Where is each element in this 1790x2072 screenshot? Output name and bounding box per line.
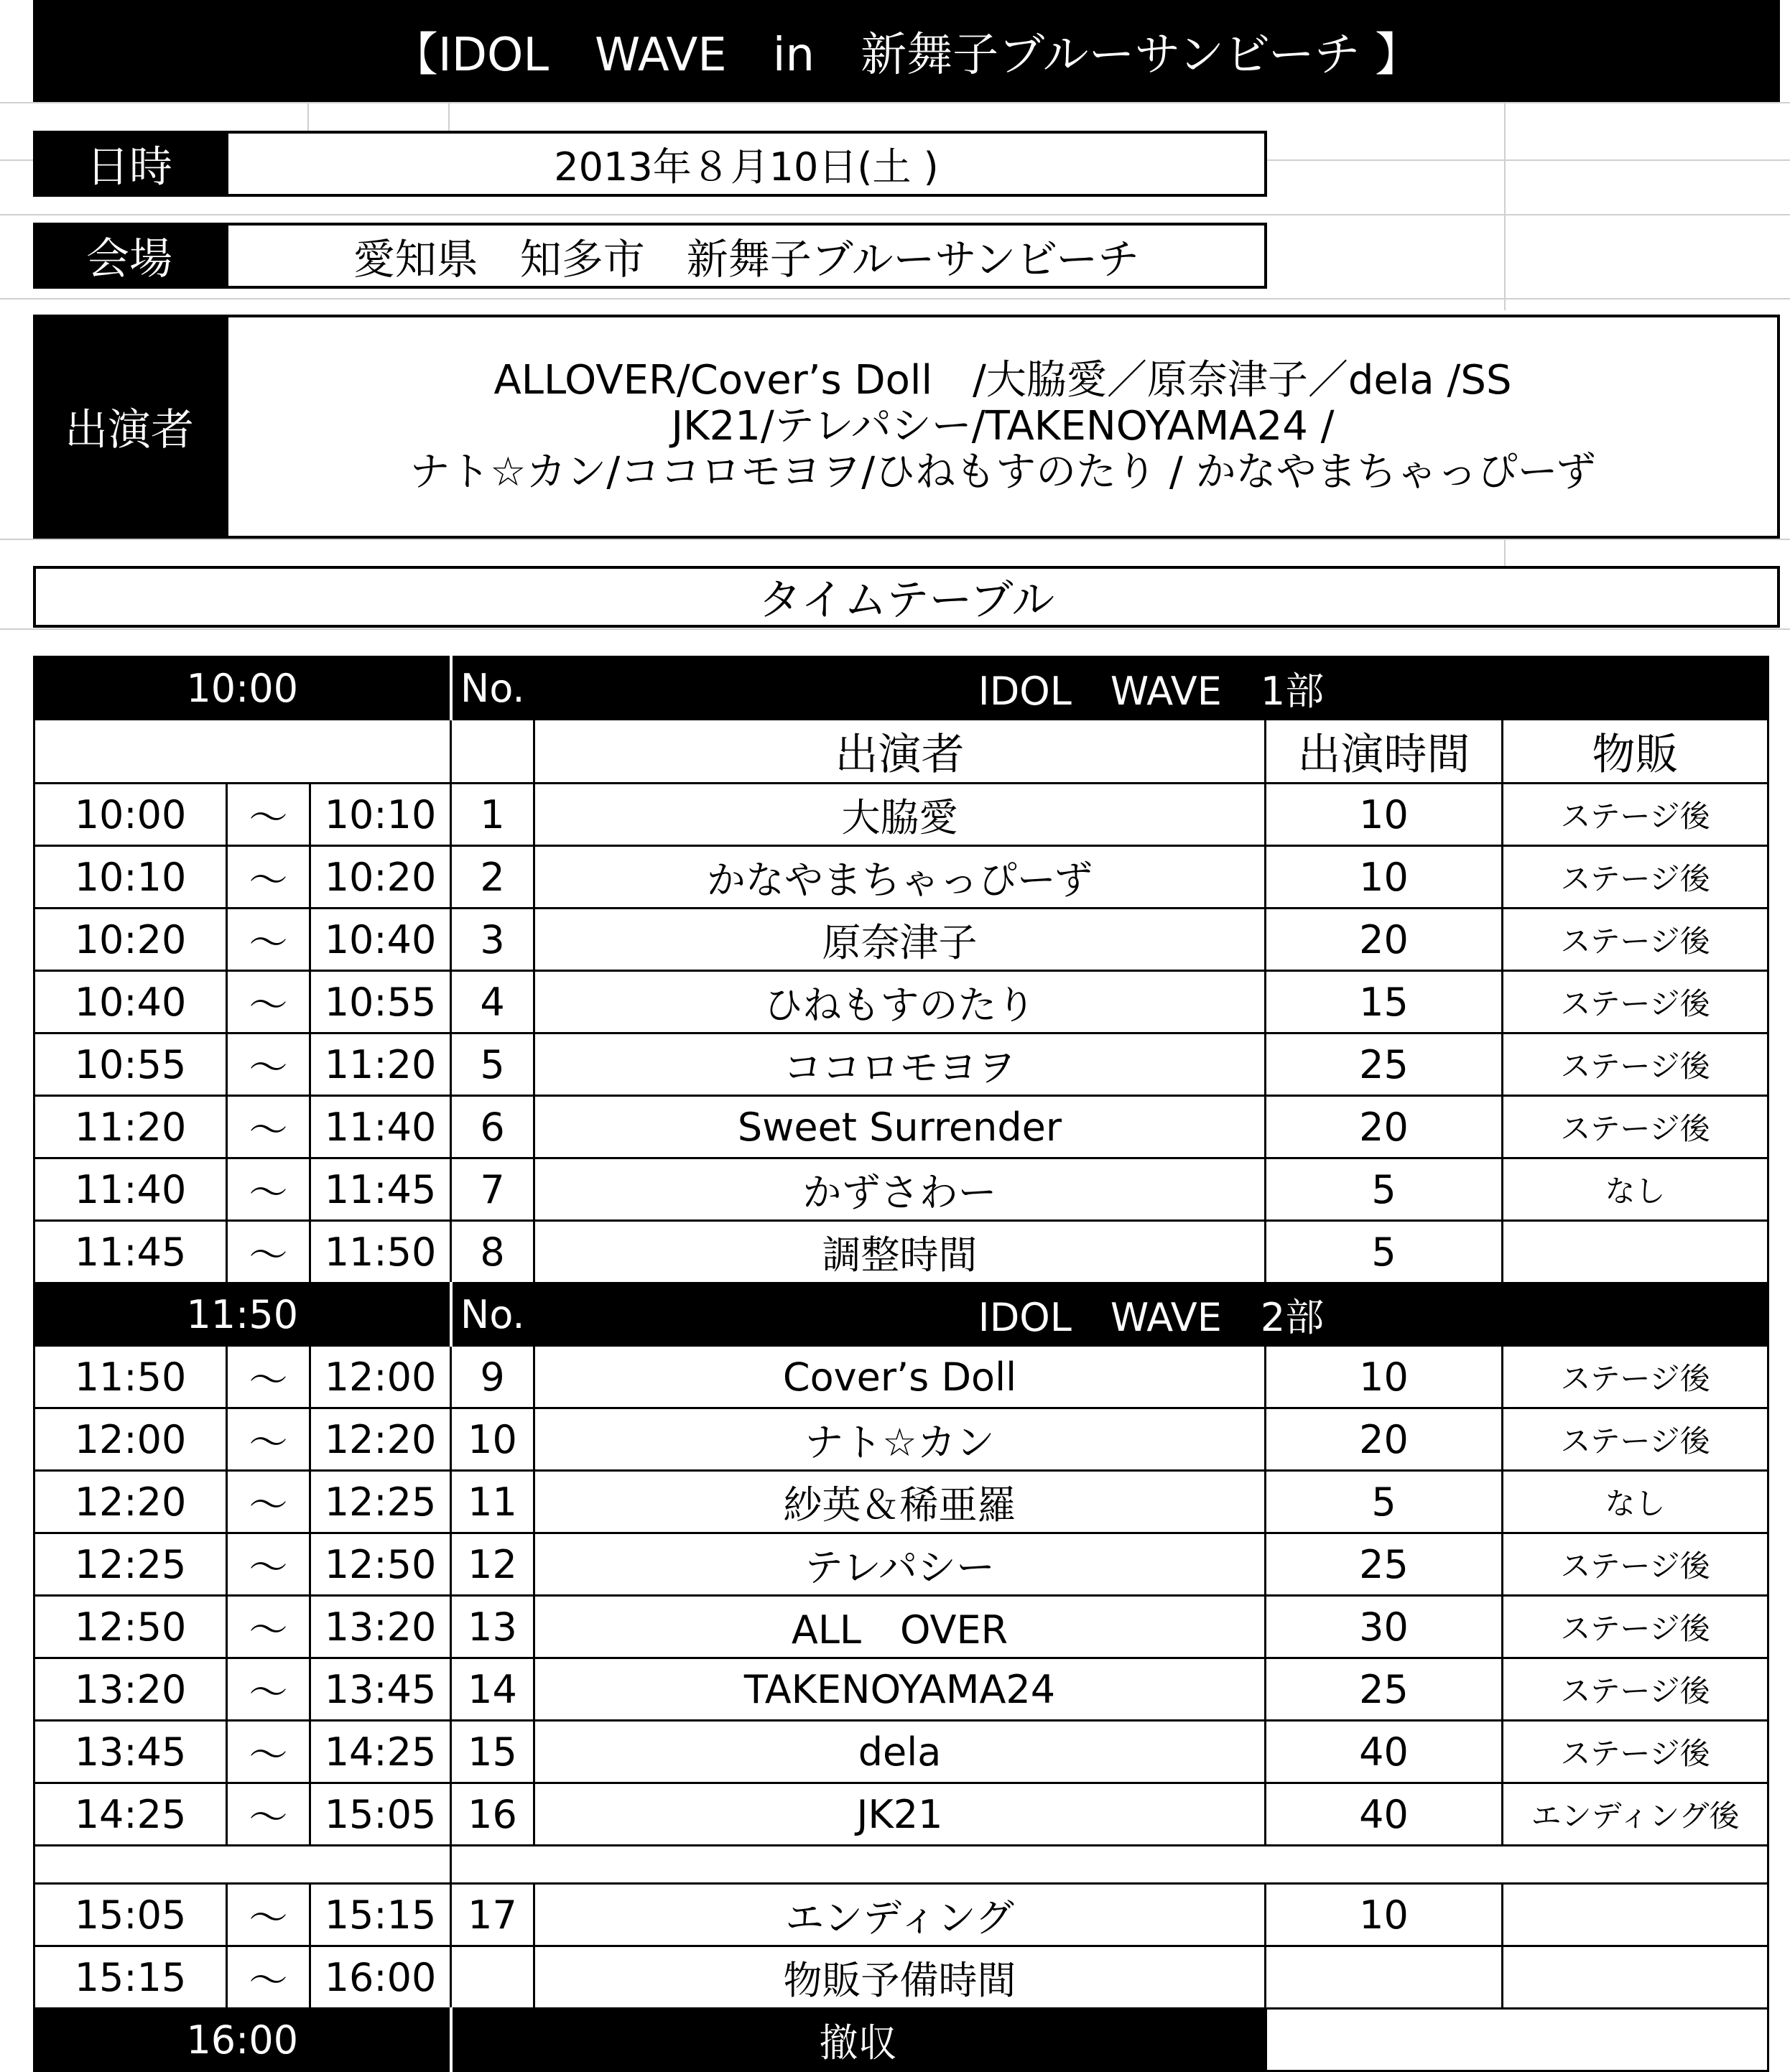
- venue-text: 愛知県 知多市 新舞子ブルーサンビーチ: [353, 235, 1140, 284]
- duration-minutes: 40: [1266, 1721, 1503, 1783]
- slot-number: 13: [451, 1596, 534, 1658]
- start-time: 12:50: [34, 1596, 227, 1658]
- table-row: [34, 1783, 1768, 1846]
- merch-timing: ステージ後: [1503, 1533, 1768, 1596]
- end-time: 15:05: [310, 1783, 451, 1846]
- start-time: 11:45: [34, 1221, 227, 1283]
- end-time: 13:20: [310, 1596, 451, 1658]
- duration-minutes: 10: [1266, 846, 1503, 909]
- table-row: [34, 1946, 1768, 2009]
- performers-line: ナト☆カン/ココロモヨヲ/ひねもすのたり / かなやまちゃっぴーず: [409, 449, 1596, 496]
- end-time: 12:00: [310, 1346, 451, 1408]
- schedule-table: [33, 656, 1769, 2072]
- part2-header: [34, 1283, 1768, 1346]
- table-row: [34, 971, 1768, 1033]
- slot-number: 15: [451, 1721, 534, 1783]
- performer-name: かずさわー: [534, 1158, 1266, 1221]
- gridline: [0, 628, 1790, 630]
- table-row: [34, 1221, 1768, 1283]
- duration-minutes: [1266, 1946, 1503, 2009]
- slot-number: 14: [451, 1658, 534, 1721]
- slot-number: 3: [451, 909, 534, 971]
- slot-number: 6: [451, 1096, 534, 1158]
- merch-timing: ステージ後: [1503, 784, 1768, 846]
- start-time: 13:45: [34, 1721, 227, 1783]
- start-time: 15:05: [34, 1884, 227, 1946]
- start-time: 13:20: [34, 1658, 227, 1721]
- slot-number: [451, 1946, 534, 2009]
- merch-timing: ステージ後: [1503, 1658, 1768, 1721]
- start-time: 10:40: [34, 971, 227, 1033]
- end-time: 14:25: [310, 1721, 451, 1783]
- tilde: ～: [227, 1533, 310, 1596]
- gridline: [0, 298, 1790, 299]
- date-label: 日時: [33, 131, 226, 197]
- merch-timing: ステージ後: [1503, 1408, 1768, 1471]
- merch-timing: ステージ後: [1503, 1033, 1768, 1096]
- no-header: [451, 720, 534, 784]
- duration-minutes: 10: [1266, 1346, 1503, 1408]
- performer-name: ココロモヨヲ: [534, 1033, 1266, 1096]
- performers-list: [409, 358, 1596, 496]
- gridline: [0, 214, 1790, 215]
- duration-minutes: 10: [1266, 784, 1503, 846]
- final-row: [34, 2009, 1768, 2071]
- gridline: [1504, 102, 1506, 310]
- slot-number: 12: [451, 1533, 534, 1596]
- end-time: 15:15: [310, 1884, 451, 1946]
- spacer-cell: [34, 1846, 451, 1884]
- performer-name: 物販予備時間: [534, 1946, 1266, 2009]
- end-time: 12:50: [310, 1533, 451, 1596]
- duration-minutes: 20: [1266, 1096, 1503, 1158]
- performer-name: ひねもすのたり: [534, 971, 1266, 1033]
- end-time: 10:20: [310, 846, 451, 909]
- end-time: 11:40: [310, 1096, 451, 1158]
- final-title: 撤収: [451, 2009, 1266, 2071]
- tilde: ～: [227, 1471, 310, 1533]
- end-time: 13:45: [310, 1658, 451, 1721]
- end-time: 10:55: [310, 971, 451, 1033]
- tilde: ～: [227, 1596, 310, 1658]
- merch-header: 物販: [1503, 720, 1768, 784]
- gridline: [0, 102, 1790, 103]
- performer-name: ALL OVER: [534, 1596, 1266, 1658]
- table-row: [34, 1471, 1768, 1533]
- end-time: 11:50: [310, 1221, 451, 1283]
- performers-line: JK21/テレパシー/TAKENOYAMA24 /: [671, 403, 1335, 450]
- slot-number: 16: [451, 1783, 534, 1846]
- time-header: [34, 720, 451, 784]
- tilde: ～: [227, 1658, 310, 1721]
- merch-timing: ステージ後: [1503, 1096, 1768, 1158]
- page-title: 【IDOL WAVE in 新舞子ブルーサンビーチ 】: [33, 0, 1780, 102]
- tilde: ～: [227, 1096, 310, 1158]
- part2-no-label: No.: [451, 1283, 534, 1346]
- performer-name: TAKENOYAMA24: [534, 1658, 1266, 1721]
- merch-timing: [1503, 1946, 1768, 2009]
- duration-minutes: 20: [1266, 1408, 1503, 1471]
- performer-header: 出演者: [534, 720, 1266, 784]
- start-time: 11:40: [34, 1158, 227, 1221]
- table-row: [34, 1096, 1768, 1158]
- slot-number: 5: [451, 1033, 534, 1096]
- table-row: [34, 1596, 1768, 1658]
- start-time: 11:20: [34, 1096, 227, 1158]
- tilde: ～: [227, 1884, 310, 1946]
- final-time: 16:00: [34, 2009, 451, 2071]
- table-row: [34, 1658, 1768, 1721]
- gridline: [307, 102, 309, 131]
- tilde: ～: [227, 909, 310, 971]
- table-row: [34, 1533, 1768, 1596]
- performer-name: Sweet Surrender: [534, 1096, 1266, 1158]
- performer-name: 調整時間: [534, 1221, 1266, 1283]
- tilde: ～: [227, 1158, 310, 1221]
- end-time: 16:00: [310, 1946, 451, 2009]
- slot-number: 1: [451, 784, 534, 846]
- date-value: [226, 131, 1267, 197]
- date-text: 2013年８月10日(土 ): [554, 144, 939, 190]
- end-time: 11:45: [310, 1158, 451, 1221]
- merch-timing: ステージ後: [1503, 1596, 1768, 1658]
- end-time: 12:25: [310, 1471, 451, 1533]
- slot-number: 10: [451, 1408, 534, 1471]
- table-row: [34, 1884, 1768, 1946]
- gridline: [0, 539, 1790, 540]
- tilde: ～: [227, 1033, 310, 1096]
- end-time: 10:40: [310, 909, 451, 971]
- tilde: ～: [227, 1946, 310, 2009]
- performer-name: かなやまちゃっぴーず: [534, 846, 1266, 909]
- performer-name: エンディング: [534, 1884, 1266, 1946]
- venue-label: 会場: [33, 223, 226, 289]
- table-row: [34, 1721, 1768, 1783]
- performer-name: 原奈津子: [534, 909, 1266, 971]
- gridline: [1504, 539, 1506, 567]
- tilde: ～: [227, 1346, 310, 1408]
- merch-timing: [1503, 1884, 1768, 1946]
- table-row: [34, 846, 1768, 909]
- duration-minutes: 25: [1266, 1658, 1503, 1721]
- performer-name: ナト☆カン: [534, 1408, 1266, 1471]
- start-time: 11:50: [34, 1346, 227, 1408]
- slot-number: 11: [451, 1471, 534, 1533]
- end-time: 10:10: [310, 784, 451, 846]
- tilde: ～: [227, 784, 310, 846]
- performer-name: 大脇愛: [534, 784, 1266, 846]
- duration-minutes: 30: [1266, 1596, 1503, 1658]
- performer-name: JK21: [534, 1783, 1266, 1846]
- duration-minutes: 20: [1266, 909, 1503, 971]
- part1-title: IDOL WAVE 1部: [534, 657, 1768, 720]
- start-time: 10:55: [34, 1033, 227, 1096]
- slot-number: 4: [451, 971, 534, 1033]
- start-time: 12:20: [34, 1471, 227, 1533]
- duration-minutes: 5: [1266, 1158, 1503, 1221]
- part1-header: [34, 657, 1768, 720]
- tilde: ～: [227, 1783, 310, 1846]
- spacer-cell: [451, 1846, 1768, 1884]
- merch-timing: [1503, 1221, 1768, 1283]
- merch-timing: ステージ後: [1503, 1346, 1768, 1408]
- end-time: 12:20: [310, 1408, 451, 1471]
- performer-name: テレパシー: [534, 1533, 1266, 1596]
- part2-time: 11:50: [34, 1283, 451, 1346]
- table-row: [34, 909, 1768, 971]
- performer-name: dela: [534, 1721, 1266, 1783]
- start-time: 10:20: [34, 909, 227, 971]
- performer-name: 紗英＆稀亜羅: [534, 1471, 1266, 1533]
- start-time: 12:00: [34, 1408, 227, 1471]
- table-row: [34, 784, 1768, 846]
- start-time: 10:10: [34, 846, 227, 909]
- start-time: 14:25: [34, 1783, 227, 1846]
- tilde: ～: [227, 1221, 310, 1283]
- table-row: [34, 1158, 1768, 1221]
- performers-value: [226, 315, 1780, 539]
- slot-number: 9: [451, 1346, 534, 1408]
- slot-number: 7: [451, 1158, 534, 1221]
- merch-timing: なし: [1503, 1471, 1768, 1533]
- table-row: [34, 1033, 1768, 1096]
- duration-minutes: 10: [1266, 1884, 1503, 1946]
- merch-timing: ステージ後: [1503, 971, 1768, 1033]
- tilde: ～: [227, 1721, 310, 1783]
- performers-label: 出演者: [33, 315, 226, 539]
- column-header-row: [34, 720, 1768, 784]
- timetable-title: タイムテーブル: [33, 566, 1780, 628]
- duration-header: 出演時間: [1266, 720, 1503, 784]
- table-row: [34, 1346, 1768, 1408]
- performer-name: Cover’s Doll: [534, 1346, 1266, 1408]
- merch-timing: エンディング後: [1503, 1783, 1768, 1846]
- tilde: ～: [227, 971, 310, 1033]
- spacer-row: [34, 1846, 1768, 1884]
- duration-minutes: 5: [1266, 1471, 1503, 1533]
- part1-time: 10:00: [34, 657, 451, 720]
- slot-number: 17: [451, 1884, 534, 1946]
- merch-timing: ステージ後: [1503, 909, 1768, 971]
- tilde: ～: [227, 846, 310, 909]
- tilde: ～: [227, 1408, 310, 1471]
- merch-timing: ステージ後: [1503, 1721, 1768, 1783]
- merch-timing: なし: [1503, 1158, 1768, 1221]
- duration-minutes: 25: [1266, 1033, 1503, 1096]
- merch-timing: ステージ後: [1503, 846, 1768, 909]
- duration-minutes: 5: [1266, 1221, 1503, 1283]
- duration-minutes: 15: [1266, 971, 1503, 1033]
- duration-minutes: 40: [1266, 1783, 1503, 1846]
- part1-no-label: No.: [451, 657, 534, 720]
- gridline: [448, 102, 450, 131]
- performers-line: ALLOVER/Cover’s Doll /大脇愛／原奈津子／dela /SS: [493, 357, 1512, 404]
- start-time: 15:15: [34, 1946, 227, 2009]
- start-time: 12:25: [34, 1533, 227, 1596]
- end-time: 11:20: [310, 1033, 451, 1096]
- duration-minutes: 25: [1266, 1533, 1503, 1596]
- part2-title: IDOL WAVE 2部: [534, 1283, 1768, 1346]
- start-time: 10:00: [34, 784, 227, 846]
- slot-number: 2: [451, 846, 534, 909]
- table-row: [34, 1408, 1768, 1471]
- slot-number: 8: [451, 1221, 534, 1283]
- venue-value: [226, 223, 1267, 289]
- final-empty: [1266, 2009, 1768, 2071]
